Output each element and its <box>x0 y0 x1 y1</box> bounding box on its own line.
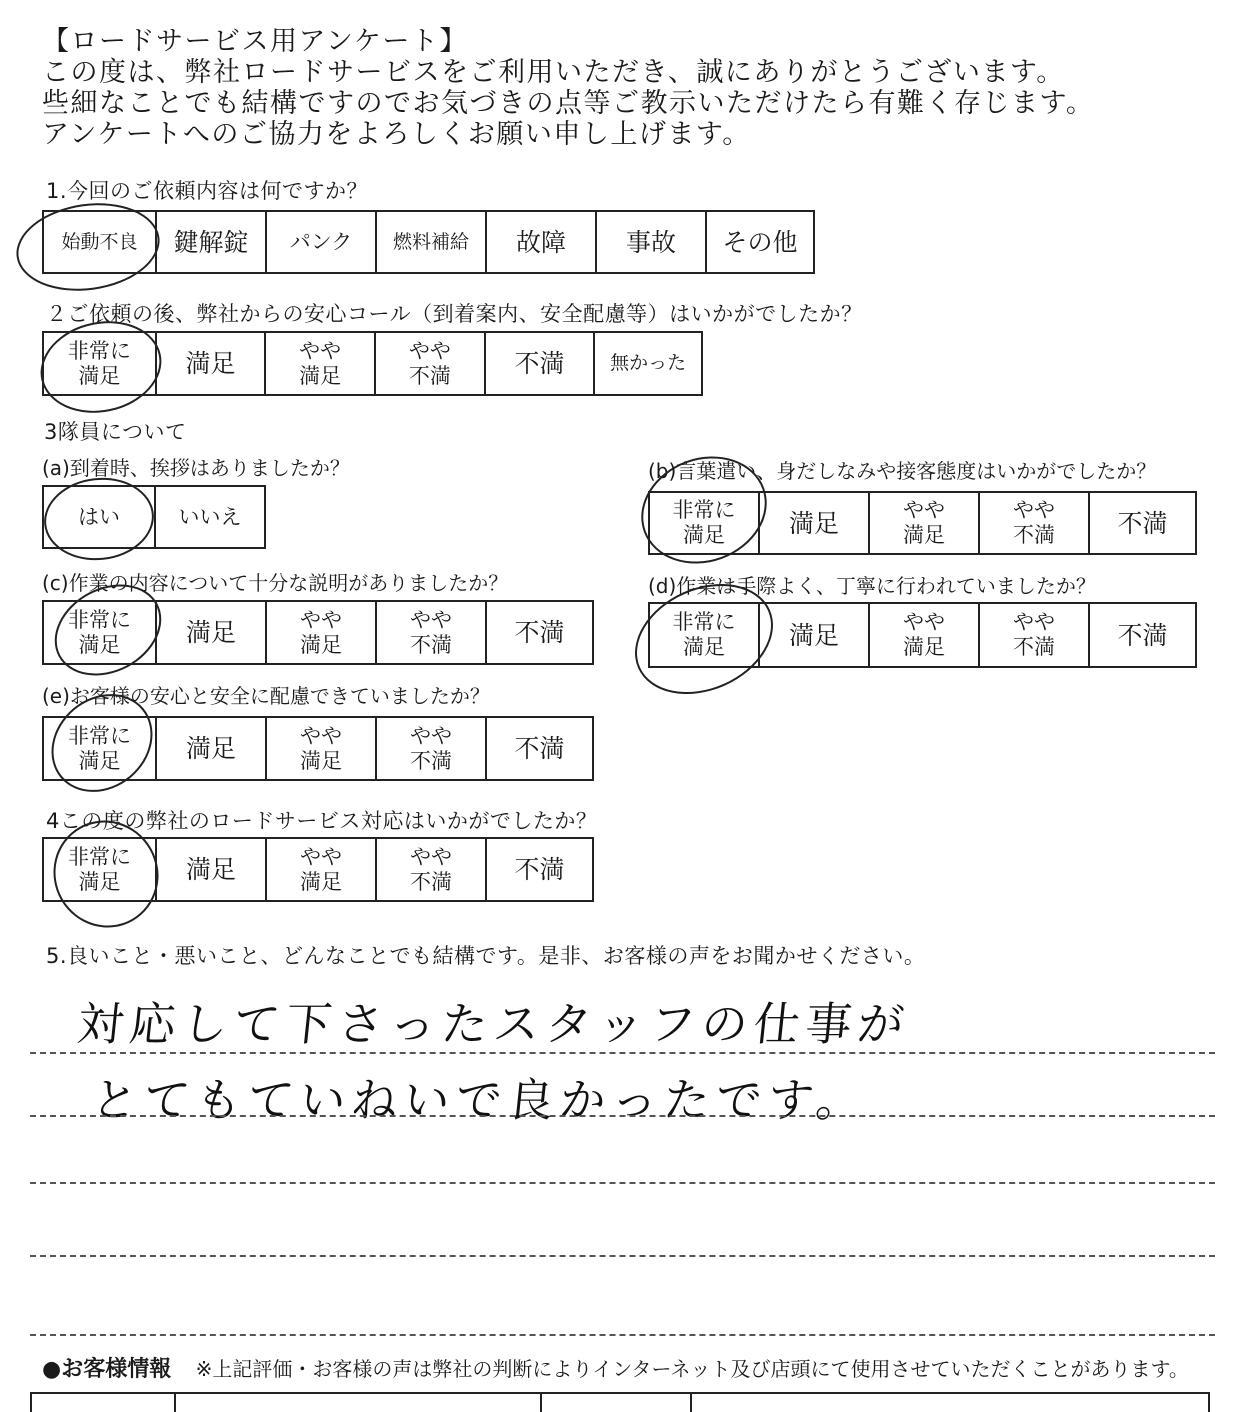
customer-info-table <box>30 1392 1210 1412</box>
q1-option-1[interactable]: 始動不良 <box>44 212 157 272</box>
q4-option-1[interactable] <box>44 839 157 900</box>
info-table-divider <box>690 1394 692 1412</box>
q3b-option-5-line1: 不満 <box>1117 508 1168 538</box>
q3d-option-3[interactable] <box>870 604 980 666</box>
q1-options <box>42 210 815 274</box>
q1-question: 1.今回のご依頼内容は何ですか？ <box>46 179 369 203</box>
q1-option-6[interactable]: 事故 <box>597 212 707 272</box>
q2-option-1-line2: 満足 <box>78 363 121 388</box>
q2-option-4-line1: やや <box>408 338 451 363</box>
q3c-question: (c)作業の内容について十分な説明がありましたか？ <box>42 571 509 595</box>
q4-option-5-line1: 不満 <box>514 855 565 884</box>
q3d-option-1[interactable] <box>650 604 760 666</box>
q3c-option-4[interactable] <box>377 602 487 663</box>
q2-option-3-line1: やや <box>299 338 342 363</box>
q3b-option-3[interactable] <box>870 493 980 553</box>
q3a-option-no[interactable]: いいえ <box>178 504 242 529</box>
q1-option-4[interactable]: 燃料補給 <box>377 212 487 272</box>
q3d-option-1-line2: 満足 <box>683 635 725 659</box>
q3d-option-1-line1: 非常に <box>672 610 736 634</box>
q5-answer-line-2: とてもていねいで良かったです。 <box>88 1073 871 1127</box>
q3e-option-3-line1: やや <box>300 723 342 748</box>
q3b-option-3-line2: 満足 <box>903 523 945 547</box>
q3e-option-2-line1: 満足 <box>185 734 236 763</box>
q4-option-2[interactable] <box>157 839 267 900</box>
q2-option-5[interactable] <box>486 333 596 394</box>
q3b-option-1[interactable] <box>650 493 760 553</box>
q3c-option-2[interactable] <box>157 602 267 663</box>
intro-line-2: 些細なことでも結構ですのでお気づきの点等ご教示いただけたら有難く存じます。 <box>42 88 1095 119</box>
survey-title: 【ロードサービス用アンケート】 <box>42 26 468 57</box>
q3b-option-2[interactable] <box>760 493 870 553</box>
info-table-divider <box>174 1394 176 1412</box>
q4-options <box>42 837 594 902</box>
q3b-option-4[interactable] <box>980 493 1090 553</box>
q1-option-5[interactable]: 故障 <box>487 212 597 272</box>
q3b-question: (b)言葉遣い、身だしなみや接客態度はいかがでしたか？ <box>648 459 1157 483</box>
q3e-option-4[interactable] <box>377 718 487 779</box>
q3e-option-3[interactable] <box>267 718 377 779</box>
q5-answer-line-1: 対応して下さったスタッフの仕事が <box>74 997 913 1051</box>
q3d-option-2-line1: 満足 <box>788 620 839 650</box>
q3d-option-5[interactable] <box>1090 604 1195 666</box>
q3d-option-5-line1: 不満 <box>1117 620 1168 650</box>
q3b-option-5[interactable] <box>1090 493 1195 553</box>
q2-options <box>42 331 703 396</box>
info-table-divider <box>540 1394 542 1412</box>
q3d-options <box>648 602 1197 668</box>
q2-option-2[interactable] <box>157 333 267 394</box>
q2-option-1-line1: 非常に <box>67 338 131 363</box>
q4-option-2-line1: 満足 <box>185 855 236 884</box>
q3b-option-2-line1: 満足 <box>788 508 839 538</box>
q4-option-4-line2: 不満 <box>410 869 452 894</box>
q3c-option-3[interactable] <box>267 602 377 663</box>
q2-option-4[interactable] <box>376 333 486 394</box>
q3c-option-2-line1: 満足 <box>185 618 236 647</box>
answer-rule-5 <box>30 1334 1215 1336</box>
q3c-option-3-line2: 満足 <box>300 632 342 657</box>
usage-note: ※上記評価・お客様の声は弊社の判断によりインターネット及び店頭にて使用させていただくことがあります。 <box>195 1357 1189 1381</box>
q4-option-3-line1: やや <box>300 844 342 869</box>
q4-option-4[interactable] <box>377 839 487 900</box>
q3a-options <box>42 485 266 549</box>
q2-question: ２ご依頼の後、弊社からの安心コール（到着案内、安全配慮等）はいかがでしたか？ <box>46 302 863 326</box>
intro-line-1: この度は、弊社ロードサービスをご利用いただき、誠にありがとうございます。 <box>42 57 1065 88</box>
q3a-option-yes[interactable]: はい <box>44 487 156 547</box>
q3c-options <box>42 600 594 665</box>
q4-option-1-line2: 満足 <box>78 869 121 894</box>
customer-info-label: ●お客様情報 <box>42 1357 172 1382</box>
q2-option-6[interactable] <box>595 333 701 394</box>
q3d-option-3-line1: やや <box>903 610 945 634</box>
survey-intro <box>42 26 1094 150</box>
answer-rule-3 <box>30 1182 1215 1184</box>
q4-option-5[interactable] <box>487 839 592 900</box>
q3b-option-4-line2: 不満 <box>1013 523 1055 547</box>
q2-option-6-line1: 無かった <box>610 352 687 374</box>
q3b-option-1-line2: 満足 <box>683 523 725 547</box>
q3d-question: (d)作業は手際よく、丁寧に行われていましたか？ <box>648 574 1096 598</box>
q4-option-1-line1: 非常に <box>68 844 131 869</box>
q3e-question: (e)お客様の安心と安全に配慮できていましたか？ <box>42 684 490 708</box>
q3e-option-1-line2: 満足 <box>78 748 121 773</box>
q3e-option-3-line2: 満足 <box>300 748 342 773</box>
q2-option-5-line1: 不満 <box>514 349 565 378</box>
q1-option-7[interactable]: その他 <box>722 227 798 257</box>
q3c-option-5[interactable] <box>487 602 592 663</box>
q2-option-4-line2: 不満 <box>408 363 451 388</box>
q4-option-3[interactable] <box>267 839 377 900</box>
q1-option-3[interactable]: パンク <box>267 212 377 272</box>
q3d-option-4-line2: 不満 <box>1013 635 1055 659</box>
q3e-option-2[interactable] <box>157 718 267 779</box>
answer-rule-1 <box>30 1052 1215 1054</box>
q2-option-2-line1: 満足 <box>185 349 236 378</box>
q3b-options <box>648 491 1197 555</box>
q3d-option-4-line1: やや <box>1013 610 1055 634</box>
q3d-option-2[interactable] <box>760 604 870 666</box>
q2-option-3[interactable] <box>266 333 376 394</box>
q3b-option-3-line1: やや <box>903 498 945 522</box>
q3e-options <box>42 716 594 781</box>
answer-rule-2 <box>30 1115 1215 1117</box>
q2-option-1[interactable] <box>44 333 157 394</box>
q1-option-2[interactable]: 鍵解錠 <box>157 212 267 272</box>
answer-rule-4 <box>30 1255 1215 1257</box>
q3c-option-1-line2: 満足 <box>78 632 121 657</box>
q3e-option-1[interactable] <box>44 718 157 779</box>
q3e-option-5-line1: 不満 <box>514 734 565 763</box>
q3b-option-1-line1: 非常に <box>672 498 736 522</box>
q3e-option-4-line2: 不満 <box>410 748 452 773</box>
q3e-option-5[interactable] <box>487 718 592 779</box>
q3c-option-5-line1: 不満 <box>514 618 565 647</box>
q3-heading: 3隊員について <box>44 420 187 444</box>
customer-info-header <box>42 1352 1189 1383</box>
q5-question: 5.良いこと・悪いこと、どんなことでも結構です。是非、お客様の声をお聞かせください。 <box>46 944 926 968</box>
q3d-option-4[interactable] <box>980 604 1090 666</box>
q3e-option-4-line1: やや <box>410 723 452 748</box>
q3c-option-1[interactable] <box>44 602 157 663</box>
q3b-option-4-line1: やや <box>1013 498 1055 522</box>
q3c-option-1-line1: 非常に <box>68 607 131 632</box>
q3a-question: (a)到着時、挨拶はありましたか？ <box>42 456 350 480</box>
q4-option-4-line1: やや <box>410 844 452 869</box>
q4-question: 4この度の弊社のロードサービス対応はいかがでしたか？ <box>46 809 598 833</box>
q3c-option-4-line2: 不満 <box>410 632 452 657</box>
q3d-option-3-line2: 満足 <box>903 635 945 659</box>
q4-option-3-line2: 満足 <box>300 869 342 894</box>
q3c-option-4-line1: やや <box>410 607 452 632</box>
intro-line-3: アンケートへのご協力をよろしくお願い申し上げます。 <box>42 119 751 150</box>
q3e-option-1-line1: 非常に <box>68 723 131 748</box>
q3c-option-3-line1: やや <box>300 607 342 632</box>
q2-option-3-line2: 満足 <box>299 363 342 388</box>
